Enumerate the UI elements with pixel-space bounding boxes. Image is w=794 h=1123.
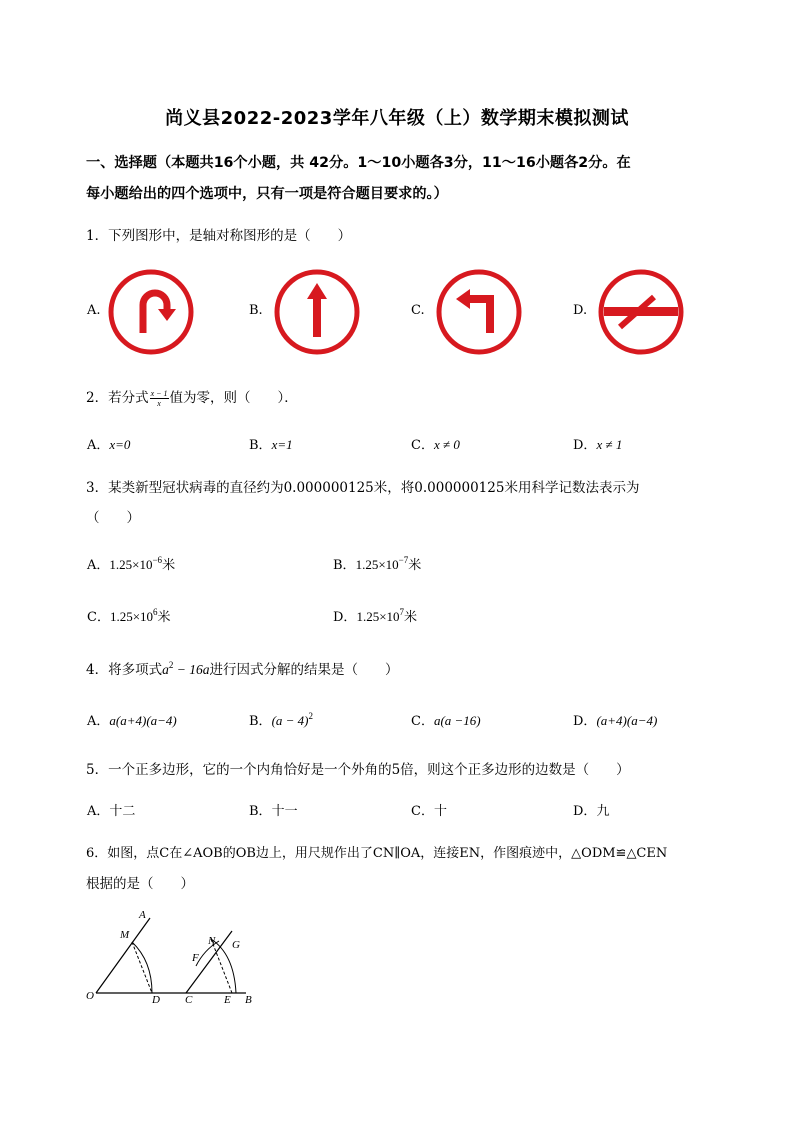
q2-fraction-numerator: x − 1	[150, 389, 168, 398]
option-text: a(a −16)	[433, 713, 481, 728]
q3-option-c	[87, 606, 171, 625]
option-text: x=1	[271, 437, 293, 452]
q4-prefix: 4．将多项式	[86, 662, 163, 678]
q1-option-d-label: D.	[573, 303, 588, 318]
option-base: 1.25×10	[109, 609, 154, 624]
option-label: A．	[87, 714, 110, 729]
section-heading-line2: 每小题给出的四个选项中，只有一项是符合题目要求的。）	[86, 186, 448, 202]
q1-option-b-label: B.	[249, 303, 263, 318]
option-label: C．	[411, 714, 434, 729]
q4-option-d	[573, 710, 657, 729]
q3-option-b	[333, 554, 421, 573]
option-label: D．	[573, 804, 597, 819]
label-m: M	[120, 929, 130, 941]
q2-prefix: 2．若分式	[86, 390, 149, 406]
q4-option-c	[411, 710, 481, 729]
q5-option-b	[249, 800, 298, 819]
option-base: 1.25×10	[109, 557, 153, 572]
label-g: G	[232, 939, 240, 951]
q6-stem-line2: 根据的是（ ）	[86, 876, 194, 892]
option-label: B．	[249, 804, 272, 819]
option-label: A．	[87, 438, 110, 453]
q6-stem-line1: 6．如图，点C在∠AOB的OB边上，用尺规作出了CN∥OA，连接EN，作图痕迹中，△ODM≌△CEN	[86, 846, 668, 861]
option-text: a(a+4)(a−4)	[109, 713, 177, 728]
option-text: 十二	[109, 804, 136, 819]
option-base: 1.25×10	[356, 609, 400, 624]
label-a: A	[139, 909, 146, 921]
q3-option-a	[87, 554, 175, 573]
chord-md	[132, 942, 152, 993]
option-label: B．	[333, 558, 356, 573]
section-heading-line1: 一、选择题（本题共16个小题，共 42分。1～10小题各3分，11～16小题各2分。在	[86, 155, 631, 171]
option-text: x=0	[109, 437, 131, 452]
label-b: B	[245, 994, 252, 1006]
no-entry-diagonal-sign-icon	[596, 267, 686, 357]
q2-suffix: 值为零，则（ ）．	[169, 390, 298, 406]
straight-arrow-sign-icon	[272, 267, 362, 357]
label-n: N	[208, 935, 216, 947]
q2-option-d	[573, 434, 622, 453]
q2-option-a	[87, 434, 130, 453]
q2-option-c	[411, 434, 460, 453]
option-text: 十一	[271, 804, 298, 819]
option-text: 十	[433, 804, 447, 819]
q2-fraction	[150, 389, 169, 408]
q4-expr-exponent: 2	[168, 660, 174, 670]
q5-option-c	[411, 800, 447, 819]
u-turn-sign-icon	[106, 267, 196, 357]
option-text: 九	[596, 804, 610, 819]
q5-option-a	[87, 800, 135, 819]
left-turn-sign-icon	[434, 267, 524, 357]
q4-option-b	[249, 710, 313, 729]
option-unit: 米	[408, 558, 422, 573]
option-label: C．	[87, 610, 110, 625]
option-label: B．	[249, 714, 272, 729]
label-o: O	[86, 990, 94, 1002]
q1-stem: 1．下列图形中，是轴对称图形的是（ ）	[86, 228, 352, 244]
option-text: (a − 4)	[271, 713, 309, 728]
q4-stem	[86, 658, 398, 678]
q4-expr-rest: − 16a	[173, 662, 210, 677]
option-exponent: 7	[399, 607, 405, 617]
option-label: A．	[87, 558, 110, 573]
q5-option-d	[573, 800, 609, 819]
q5-stem: 5．一个正多边形，它的一个内角恰好是一个外角的5倍，则这个正多边形的边数是（ ）	[86, 762, 630, 778]
option-unit: 米	[404, 610, 418, 625]
label-d: D	[152, 994, 160, 1006]
option-unit: 米	[162, 558, 176, 573]
q1-option-c-label: C.	[411, 303, 425, 318]
q4-expr-a: a	[162, 662, 169, 677]
option-unit: 米	[157, 610, 171, 625]
option-label: D．	[333, 610, 357, 625]
option-label: D．	[573, 714, 597, 729]
geometry-figure	[84, 906, 264, 1006]
chord-ne	[211, 939, 232, 993]
q4-suffix: 进行因式分解的结果是（ ）	[209, 662, 399, 678]
option-exponent: 2	[308, 711, 313, 721]
page-title: 尚义县2022-2023学年八年级（上）数学期末模拟测试	[165, 108, 629, 129]
option-text: (a+4)(a−4)	[596, 713, 658, 728]
option-label: C．	[411, 804, 434, 819]
option-exponent: 6	[153, 607, 158, 617]
option-exponent: −6	[152, 555, 163, 565]
option-label: C．	[411, 438, 434, 453]
q3-stem-line1: 3．某类新型冠状病毒的直径约为0.000000125米，将0.000000125米用科学记数法表示为	[86, 480, 640, 496]
q3-option-d	[333, 606, 417, 625]
option-exponent: −7	[398, 555, 409, 565]
label-e: E	[224, 994, 231, 1006]
label-c: C	[185, 994, 193, 1006]
q3-stem-line2: （ ）	[86, 510, 140, 526]
q2-stem	[86, 386, 298, 408]
q2-option-b	[249, 434, 293, 453]
option-text: x ≠ 1	[596, 437, 623, 452]
option-label: D．	[573, 438, 597, 453]
q1-option-a-label: A.	[87, 303, 101, 318]
option-base: 1.25×10	[355, 557, 399, 572]
q4-option-a	[87, 710, 177, 729]
option-label: B．	[249, 438, 272, 453]
q2-fraction-denominator: x	[157, 399, 161, 408]
option-label: A．	[87, 804, 110, 819]
label-f: F	[192, 952, 199, 964]
option-text: x ≠ 0	[433, 437, 460, 452]
